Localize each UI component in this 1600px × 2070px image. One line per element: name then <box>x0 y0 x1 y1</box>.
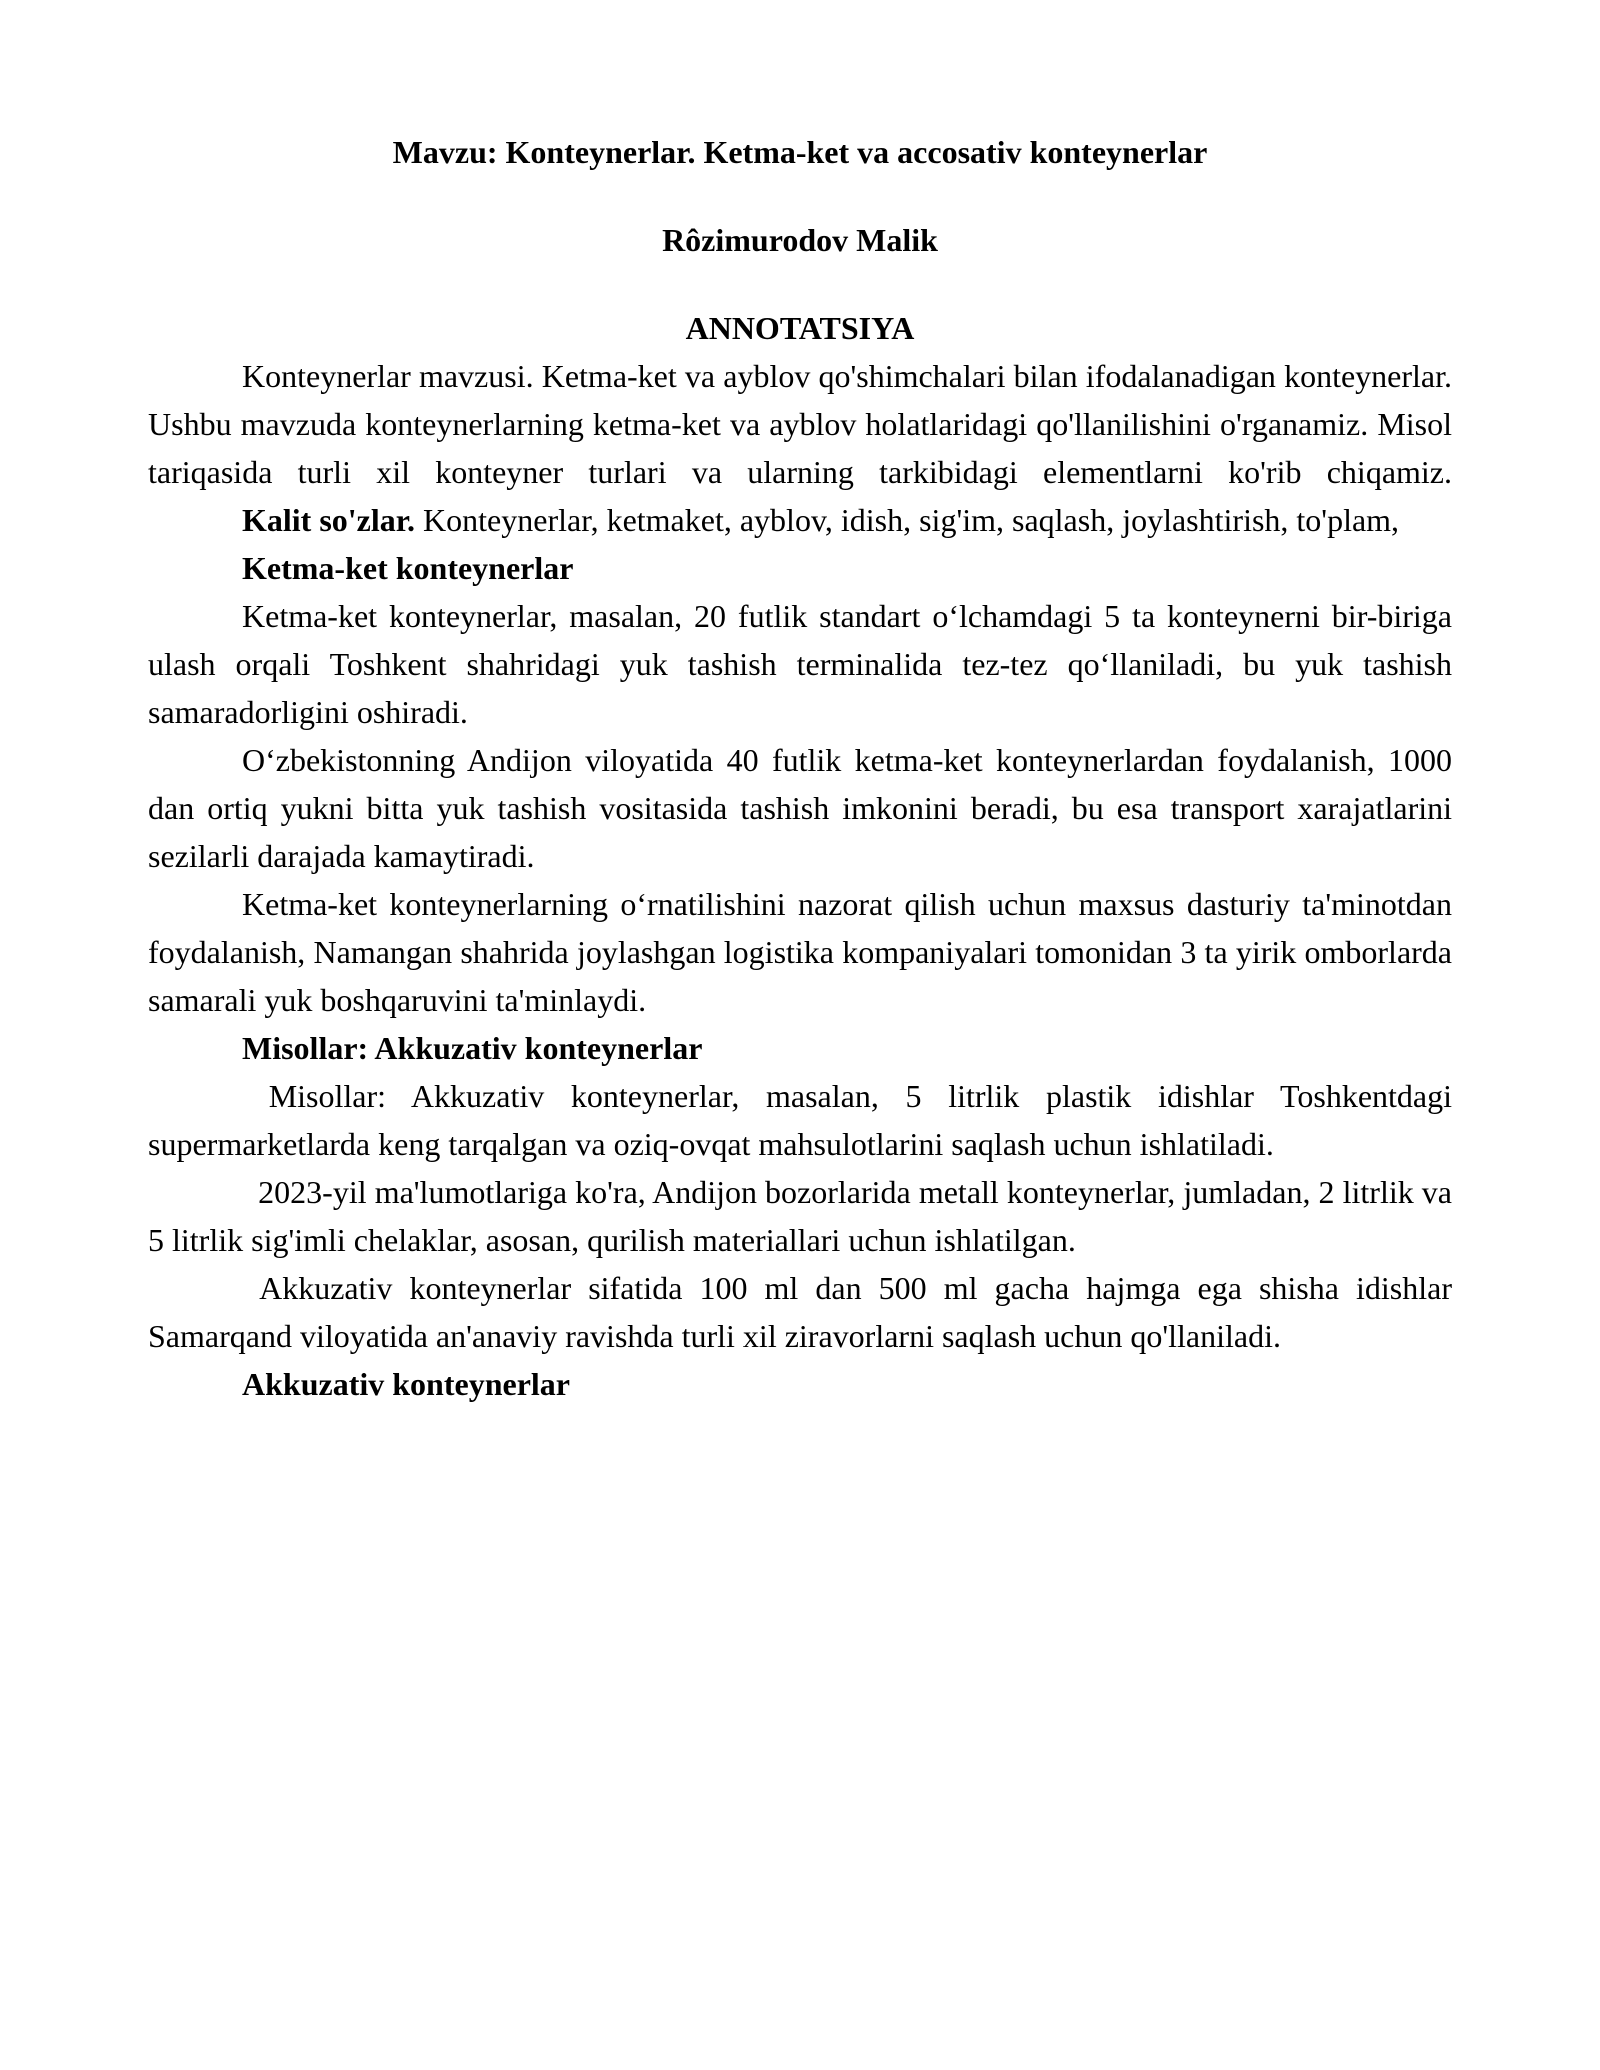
author-name: Rôzimurodov Malik <box>662 222 938 258</box>
keywords-label: Kalit so'zlar. <box>242 502 416 538</box>
paragraph: Ketma-ket konteynerlarning oʻrnatilishini nazorat qilish uchun maxsus dasturiy ta'minotdan foydalanish, Namangan shahrida joylashgan logistika kompaniyalari tomonidan 3 ta yirik omborlarda samarali yuk boshqaruvini ta'minlaydi. <box>148 886 1452 1018</box>
keywords-paragraph <box>148 496 1452 544</box>
section-heading-accusative: Akkuzativ konteynerlar <box>242 1366 570 1402</box>
annotation-paragraph: Konteynerlar mavzusi. Ketma-ket va ayblov qo'shimchalari bilan ifodalanadigan konteynerlar. Ushbu mavzuda konteynerlarning ketma-ket va ayblov holatlaridagi qo'llanilishini o'rganamiz. Misol tariqasida turli xil konteyner turlari va ularning tarkibidagi elementlarni ko'rib chiqamiz. <box>148 358 1452 490</box>
paragraph: Misollar: Akkuzativ konteynerlar, masalan, 5 litrlik plastik idishlar Toshkentdagi supermarketlarda keng tarqalgan va oziq-ovqat mahsulotlarini saqlash uchun ishlatiladi. <box>148 1078 1461 1162</box>
section-heading-examples: Misollar: Akkuzativ konteynerlar <box>242 1030 703 1066</box>
section-heading-sequential: Ketma-ket konteynerlar <box>242 550 574 586</box>
paragraph: Ketma-ket konteynerlar, masalan, 20 futlik standart oʻlchamdagi 5 ta konteynerni bir-biriga ulash orqali Toshkent shahridagi yuk tashish terminalida tez-tez qoʻllaniladi, bu yuk tashish samaradorligini oshiradi. <box>148 598 1452 730</box>
paragraph: Akkuzativ konteynerlar sifatida 100 ml dan 500 ml gacha hajmga ega shisha idishlar Samarqand viloyatida an'anaviy ravishda turli xil ziravorlarni saqlash uchun qo'llaniladi. <box>148 1270 1461 1354</box>
annotation-heading: ANNOTATSIYA <box>685 310 915 346</box>
paragraph: 2023-yil ma'lumotlariga ko'ra, Andijon bozorlarida metall konteynerlar, jumladan, 2 litrlik va 5 litrlik sig'imli chelaklar, asosan, qurilish materiallari uchun ishlatilgan. <box>148 1174 1461 1258</box>
keywords-text: Konteynerlar, ketmaket, ayblov, idish, sig'im, saqlash, joylashtirish, to'plam, <box>415 502 1400 538</box>
paragraph: Oʻzbekistonning Andijon viloyatida 40 futlik ketma-ket konteynerlardan foydalanish, 1000 dan ortiq yukni bitta yuk tashish vositasida tashish imkonini beradi, bu esa transport xarajatlarini sezilarli darajada kamaytiradi. <box>148 742 1452 874</box>
document-title: Mavzu: Konteynerlar. Ketma-ket va accosativ konteynerlar <box>392 134 1208 170</box>
